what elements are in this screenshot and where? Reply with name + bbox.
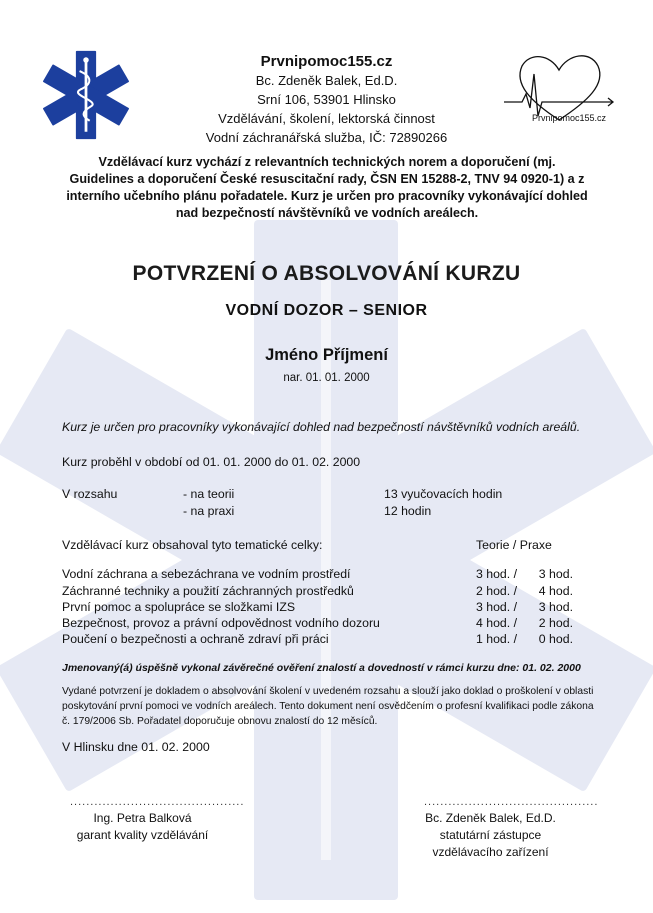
disclaimer-text: Vydané potvrzení je dokladem o absolvování školení v uvedeném rozsahu a slouží jako doklad o proškolení v oblasti poskytování první pomoci ve vodních areálech. Tento dokument není osvědčením o profesní kvalifikaci podle zákona č. 179/2006 Sb. Pořadatel doporučuje obnovu znalostí do 12 měsíců. xyxy=(62,686,594,727)
period-text: Kurz proběhl v období od 01. 01. 2000 do 01. 02. 2000 xyxy=(62,455,361,469)
topic-name: Záchranné techniky a použití záchranných prostředků xyxy=(62,584,354,598)
result-text: Jmenovaný(á) úspěšně vykonal závěrečné ověření znalostí a dovedností v rámci kurzu dne: 01. 02. 2000 xyxy=(62,662,581,674)
topic-name: První pomoc a spolupráce se složkami IZS xyxy=(62,600,296,614)
document-title: POTVRZENÍ O ABSOLVOVÁNÍ KURZU xyxy=(132,262,521,285)
table-row xyxy=(62,616,572,633)
signature-right-role2: vzdělávacího zařízení xyxy=(432,845,549,859)
header-name: Bc. Zdeněk Balek, Ed.D. xyxy=(255,73,398,88)
purpose-text: Kurz je určen pro pracovníky vykonávající dohled nad bezpečností návštěvníků vodních areálů. xyxy=(62,420,581,434)
right-logo-text: Prvnipomoc155.cz xyxy=(532,113,607,123)
topic-theory: 2 hod. / xyxy=(475,584,517,598)
header-address: Srní 106, 53901 Hlinsko xyxy=(257,92,396,107)
topic-name: Vodní záchrana a sebezáchrana ve vodním prostředí xyxy=(62,567,351,581)
topic-theory: 3 hod. / xyxy=(475,600,517,614)
scope-theory-label: - na teorii xyxy=(183,487,235,501)
signature-line-right: ........................................... xyxy=(424,796,599,808)
person-name: Jméno Příjmení xyxy=(265,346,388,364)
signature-right xyxy=(398,810,583,861)
topic-name: Poučení o bezpečnosti a ochraně zdraví při práci xyxy=(62,632,329,646)
signature-left xyxy=(50,810,235,844)
signature-left-role: garant kvality vzdělávání xyxy=(76,828,209,842)
signature-line-left: ........................................... xyxy=(70,796,245,808)
topic-practice: 3 hod. xyxy=(538,567,573,581)
topic-theory: 3 hod. / xyxy=(475,567,517,581)
scope-theory-value: 13 vyučovacích hodin xyxy=(384,487,503,501)
topic-theory: 4 hod. / xyxy=(475,616,517,630)
site-name: Prvnipomoc155.cz xyxy=(260,53,393,70)
intro-paragraph: Vzdělávací kurz vychází z relevantních technických norem a doporučení (mj. Guidelines a doporučení České resuscitační rady, ČSN EN 15288-2, TNV 94 0920-1) a z interního učebního plánu pořadatele. Kurz je určen pro pracovníky vykonávající dohled nad bezpečností návštěvníků ve vodních areálech. xyxy=(66,155,588,220)
table-row xyxy=(62,567,572,584)
header-service: Vodní záchranářská služba, IČ: 72890266 xyxy=(205,130,448,145)
table-row xyxy=(62,632,572,649)
topic-theory: 1 hod. / xyxy=(475,632,517,646)
table-row xyxy=(62,584,572,601)
topic-practice: 2 hod. xyxy=(538,616,573,630)
scope-practice-value: 12 hodin xyxy=(384,504,432,518)
topic-practice: 0 hod. xyxy=(538,632,573,646)
header-activity: Vzdělávání, školení, lektorská činnost xyxy=(218,111,435,126)
table-row xyxy=(62,600,572,617)
topic-practice: 3 hod. xyxy=(538,600,573,614)
signature-left-name: Ing. Petra Balková xyxy=(93,811,192,825)
signature-right-role1: statutární zástupce xyxy=(439,828,542,842)
course-name: VODNÍ DOZOR – SENIOR xyxy=(225,302,428,319)
topics-heading: Vzdělávací kurz obsahoval tyto tematické celky: xyxy=(62,538,323,552)
star-of-life-icon xyxy=(40,49,132,141)
topics-columns: Teorie / Praxe xyxy=(476,538,552,552)
header-block xyxy=(150,52,503,147)
scope-practice-label: - na praxi xyxy=(183,504,235,518)
scope-label: V rozsahu xyxy=(62,487,118,501)
place-date: V Hlinsku dne 01. 02. 2000 xyxy=(62,740,210,754)
topic-name: Bezpečnost, provoz a právní odpovědnost vodního dozoru xyxy=(62,616,380,630)
person-dob: nar. 01. 01. 2000 xyxy=(283,372,370,384)
topic-practice: 4 hod. xyxy=(538,584,573,598)
signature-right-name: Bc. Zdeněk Balek, Ed.D. xyxy=(425,811,556,825)
